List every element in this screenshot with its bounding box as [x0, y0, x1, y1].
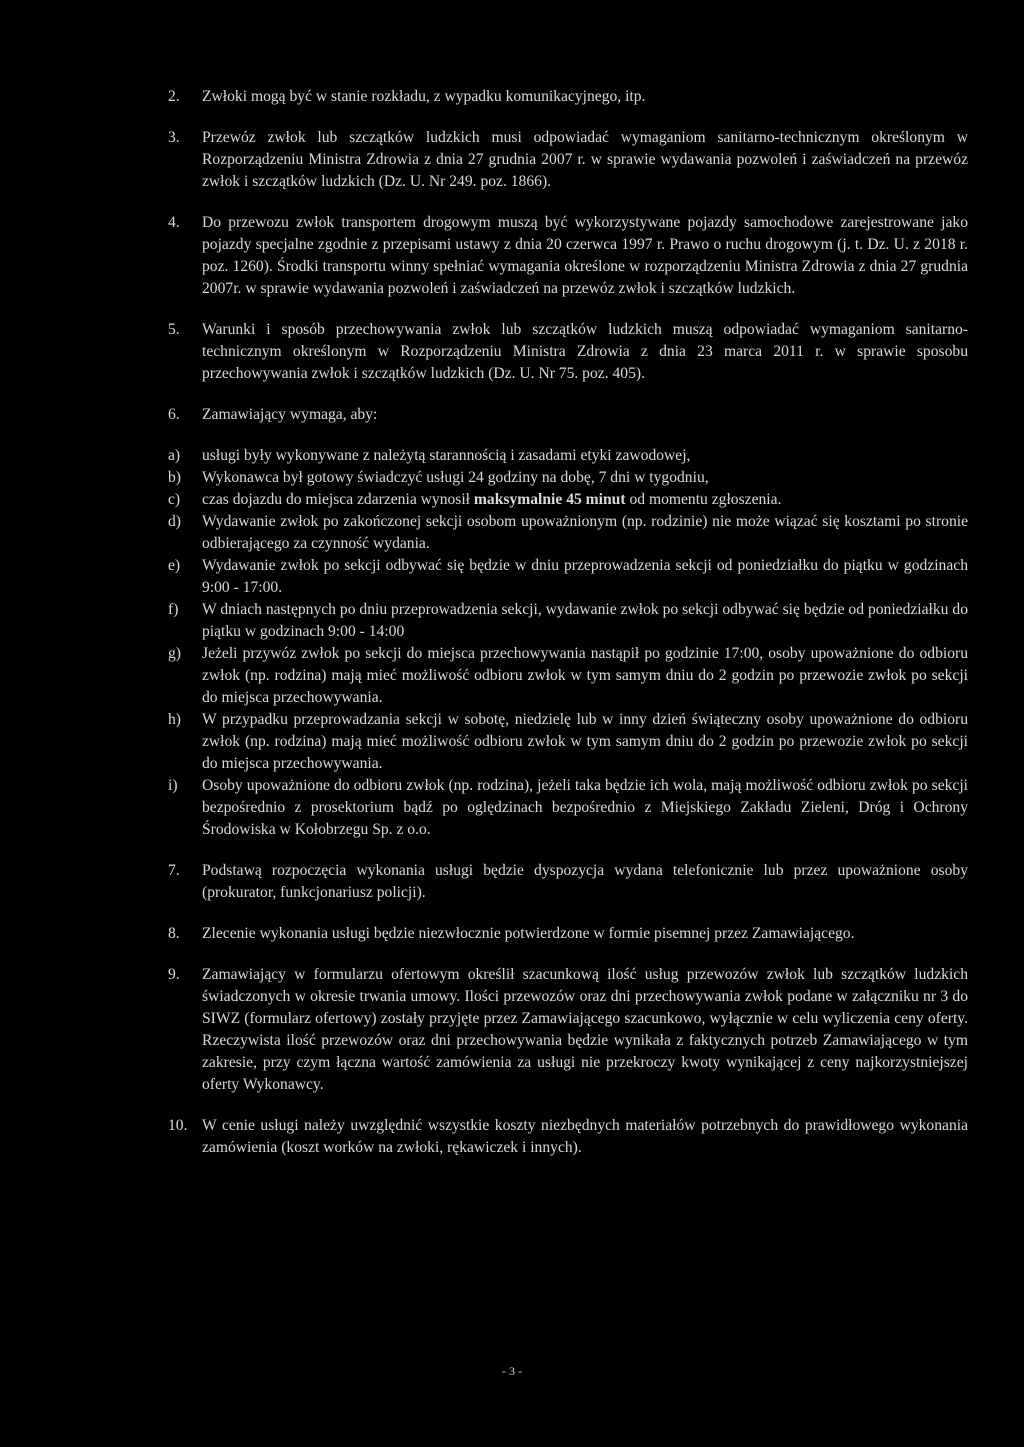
- list-item-3: [168, 127, 968, 193]
- item-number: 2.: [168, 88, 180, 105]
- sublist-item-c: [168, 489, 968, 511]
- sublist-text: Wydawanie zwłok po sekcji odbywać się będzie w dniu przeprowadzenia sekcji od poniedziałku do piątku w godzinach 9:00 - 17:00.: [202, 557, 968, 596]
- item-text: Zamawiający wymaga, aby:: [202, 406, 378, 423]
- sublist-item-a: [168, 445, 968, 467]
- list-item-8: [168, 923, 968, 945]
- item-number: 7.: [168, 862, 180, 879]
- item-text: Zamawiający w formularzu ofertowym określił szacunkową ilość usług przewozów zwłok lub szczątków ludzkich świadczonych w okresie trwania umowy. Ilości przewozów oraz dni przechowywania zwłok podane w załączniku nr 3 do SIWZ (formularz ofertowy) zostały przyjęte przez Zamawiającego szacunkowo, wyłącznie w celu wyliczenia ceny oferty. Rzeczywista ilość przewozów oraz dni przechowywania będzie wynikała z faktycznych potrzeb Zamawiającego w tym zakresie, przy czym łączna wartość zamówienia za usługi nie przekroczy kwoty wynikającej z ceny najkorzystniejszej oferty Wykonawcy.: [202, 966, 968, 1093]
- sublist-item-f: [168, 599, 968, 643]
- item-number: 3.: [168, 129, 180, 146]
- sublist-text: Osoby upoważnione do odbioru zwłok (np. rodzina), jeżeli taka będzie ich wola, mają możliwość odbioru zwłok po sekcji bezpośrednio z prosektorium bądź po oględzinach bezpośrednio z Miejskiego Zakładu Zieleni, Dróg i Ochrony Środowiska w Kołobrzegu Sp. z o.o.: [202, 777, 968, 838]
- item-number: 5.: [168, 321, 180, 338]
- list-item-5: [168, 319, 968, 385]
- list-item-4: [168, 212, 968, 300]
- list-item-9: [168, 964, 968, 1096]
- sublist-text-after: od momentu zgłoszenia.: [625, 491, 782, 508]
- item-number: 4.: [168, 214, 180, 231]
- item-text: W cenie usługi należy uwzględnić wszystkie koszty niezbędnych materiałów potrzebnych do prawidłowego wykonania zamówienia (koszt worków na zwłoki, rękawiczek i innych).: [202, 1117, 968, 1156]
- item-text: Podstawą rozpoczęcia wykonania usługi będzie dyspozycja wydana telefonicznie lub przez upoważnione osoby (prokurator, funkcjonariusz policji).: [202, 862, 968, 901]
- item-text: Przewóz zwłok lub szczątków ludzkich musi odpowiadać wymaganiom sanitarno-technicznym określonym w Rozporządzeniu Ministra Zdrowia z dnia 27 grudnia 2007 r. w sprawie wydawania pozwoleń i zaświadczeń na przewóz zwłok i szczątków ludzkich (Dz. U. Nr 249. poz. 1866).: [202, 129, 968, 190]
- item-number: 10.: [168, 1117, 188, 1134]
- sublist-text: [202, 489, 968, 511]
- page-number: - 3 -: [502, 1364, 522, 1378]
- sublist-letter: d): [168, 513, 181, 530]
- sublist-item-h: [168, 709, 968, 775]
- item-text: Zwłoki mogą być w stanie rozkładu, z wypadku komunikacyjnego, itp.: [202, 88, 646, 105]
- sublist-text: Wykonawca był gotowy świadczyć usługi 24 godziny na dobę, 7 dni w tygodniu,: [202, 469, 709, 486]
- sublist-text: W dniach następnych po dniu przeprowadzenia sekcji, wydawanie zwłok po sekcji odbywać się będzie od poniedziałku do piątku w godzinach 9:00 - 14:00: [202, 601, 968, 640]
- sublist-item-d: [168, 511, 968, 555]
- list-item-6: [168, 404, 968, 426]
- sublist-letter: c): [168, 491, 181, 508]
- sublist-item-b: [168, 467, 968, 489]
- sublist-letter: g): [168, 645, 181, 662]
- sublist-item-g: [168, 643, 968, 709]
- sublist-item-i: [168, 775, 968, 841]
- sublist-text: Wydawanie zwłok po zakończonej sekcji osobom upoważnionym (np. rodzinie) nie może wiązać się kosztami po stronie odbierającego za czynność wydania.: [202, 513, 968, 552]
- sublist: [168, 445, 968, 841]
- sublist-text: W przypadku przeprowadzania sekcji w sobotę, niedzielę lub w inny dzień świąteczny osoby upoważnione do odbioru zwłok (np. rodzina) mają mieć możliwość odbioru zwłok w tym samym dniu do 2 godzin po przewozie zwłok po sekcji do miejsca przechowywania.: [202, 711, 968, 772]
- list-item-10: [168, 1115, 968, 1159]
- list-item-7: [168, 860, 968, 904]
- sublist-letter: f): [168, 601, 179, 618]
- item-text: Warunki i sposób przechowywania zwłok lub szczątków ludzkich muszą odpowiadać wymaganiom sanitarno-technicznym określonym w Rozporządzeniu Ministra Zdrowia z dnia 23 marca 2011 r. w sprawie sposobu przechowywania zwłok i szczątków ludzkich (Dz. U. Nr 75. poz. 405).: [202, 321, 968, 382]
- sublist-letter: i): [168, 777, 178, 794]
- sublist-letter: a): [168, 447, 181, 464]
- sublist-letter: b): [168, 469, 181, 486]
- item-text: Do przewozu zwłok transportem drogowym muszą być wykorzystywane pojazdy samochodowe zarejestrowane jako pojazdy specjalne zgodnie z przepisami ustawy z dnia 20 czerwca 1997 r. Prawo o ruchu drogowym (j. t. Dz. U. z 2018 r. poz. 1260). Środki transportu winny spełniać wymagania określone w rozporządzeniu Ministra Zdrowia z dnia 27 grudnia 2007r. w sprawie wydawania pozwoleń i zaświadczeń na przewóz zwłok i szczątków ludzkich.: [202, 214, 968, 297]
- item-number: 9.: [168, 966, 180, 983]
- sublist-text: usługi były wykonywane z należytą starannością i zasadami etyki zawodowej,: [202, 447, 691, 464]
- document-page: [168, 86, 968, 1159]
- item-text: Zlecenie wykonania usługi będzie niezwłocznie potwierdzone w formie pisemnej przez Zamawiającego.: [202, 925, 855, 942]
- item-number: 8.: [168, 925, 180, 942]
- sublist-item-e: [168, 555, 968, 599]
- sublist-text: Jeżeli przywóz zwłok po sekcji do miejsca przechowywania nastąpił po godzinie 17:00, osoby upoważnione do odbioru zwłok (np. rodzina) mają mieć możliwość odbioru zwłok w tym samym dniu do 2 godzin po przewozie zwłok po sekcji do miejsca przechowywania.: [202, 645, 968, 706]
- list-item-2: [168, 86, 968, 108]
- item-number: 6.: [168, 406, 180, 423]
- sublist-text-bold: maksymalnie 45 minut: [473, 491, 626, 508]
- sublist-letter: e): [168, 557, 181, 574]
- sublist-letter: h): [168, 711, 181, 728]
- sublist-text-before: czas dojazdu do miejsca zdarzenia wynosił: [202, 491, 474, 508]
